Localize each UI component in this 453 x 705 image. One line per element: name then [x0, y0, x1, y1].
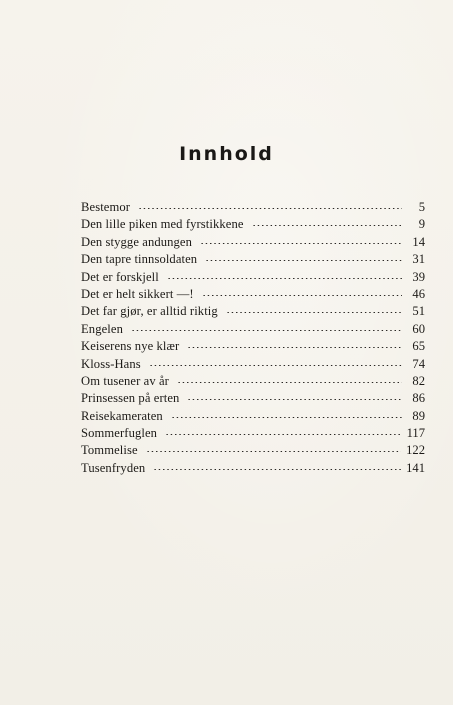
toc-entry — [81, 373, 425, 390]
toc-entry — [81, 286, 425, 303]
toc-entry — [81, 390, 425, 407]
toc-entry-title: Bestemor — [81, 200, 131, 214]
dot-leader — [146, 451, 401, 452]
toc-entry-title: Engelen — [81, 321, 123, 336]
dot-leader — [138, 208, 402, 209]
toc-entry-page: 46 — [412, 286, 425, 301]
toc-entry-page: 74 — [412, 356, 425, 371]
dot-leader — [131, 330, 402, 331]
toc-entry-title: Det far gjør, er alltid riktig — [81, 304, 218, 319]
toc-entry-page: 117 — [406, 426, 425, 441]
toc-entry-page: 141 — [406, 460, 425, 475]
toc-entry-page: 39 — [412, 269, 425, 284]
dot-leader — [177, 382, 402, 383]
dot-leader — [200, 243, 402, 244]
toc-entry-page: 82 — [412, 373, 425, 388]
toc-entry-page: 51 — [412, 304, 425, 319]
toc-entry-page: 31 — [412, 252, 425, 267]
dot-leader — [252, 225, 402, 226]
toc-entry — [81, 338, 425, 355]
dot-leader — [187, 399, 402, 400]
toc-entry-page: 122 — [406, 443, 425, 458]
toc-entry-page: 65 — [412, 339, 425, 354]
dot-leader — [153, 469, 401, 470]
dot-leader — [167, 278, 402, 279]
toc-entry-title: Tusenfryden — [81, 460, 146, 475]
toc-entry-title: Reisekameraten — [81, 408, 163, 423]
toc-entry — [81, 303, 425, 320]
toc-entry-page: 86 — [412, 391, 425, 406]
toc-entry — [81, 234, 425, 251]
toc-entry — [81, 216, 425, 233]
toc-entry-page: 89 — [412, 408, 425, 423]
dot-leader — [171, 417, 402, 418]
toc-entry-title: Den lille piken med fyrstikkene — [81, 217, 244, 232]
toc-entry-title: Sommerfuglen — [81, 426, 158, 441]
toc-entry-page: 5 — [418, 200, 425, 214]
toc-entry — [81, 425, 425, 442]
toc-entry-title: Keiserens nye klær — [81, 339, 180, 354]
dot-leader — [165, 434, 402, 435]
dot-leader — [202, 295, 402, 296]
toc-entry-title: Tommelise — [81, 443, 138, 458]
toc-entry — [81, 408, 425, 425]
toc-entry — [81, 321, 425, 338]
dot-leader — [226, 312, 402, 313]
toc-entry-title: Kloss-Hans — [81, 356, 141, 371]
toc-entry-title: Den tapre tinnsoldaten — [81, 252, 198, 267]
toc-entry-page: 14 — [412, 234, 425, 249]
toc-entry — [81, 356, 425, 373]
toc-entry — [81, 269, 425, 286]
dot-leader — [205, 260, 402, 261]
dot-leader — [187, 347, 402, 348]
toc-entry-title: Om tusener av år — [81, 373, 169, 388]
toc-entry-title: Den stygge andungen — [81, 234, 193, 249]
toc-entry-title: Det er forskjell — [81, 269, 159, 284]
toc-entry-page: 60 — [412, 321, 425, 336]
toc-entry — [81, 199, 425, 216]
toc-entry-title: Det er helt sikkert —! — [81, 286, 194, 301]
toc-entry — [81, 442, 425, 459]
page-title: Innhold — [179, 143, 274, 165]
dot-leader — [149, 365, 402, 366]
toc-entry — [81, 460, 425, 477]
toc-entry — [81, 251, 425, 268]
toc-entry-title: Prinsessen på erten — [81, 391, 180, 406]
table-of-contents — [81, 199, 425, 477]
toc-entry-page: 9 — [418, 217, 425, 232]
